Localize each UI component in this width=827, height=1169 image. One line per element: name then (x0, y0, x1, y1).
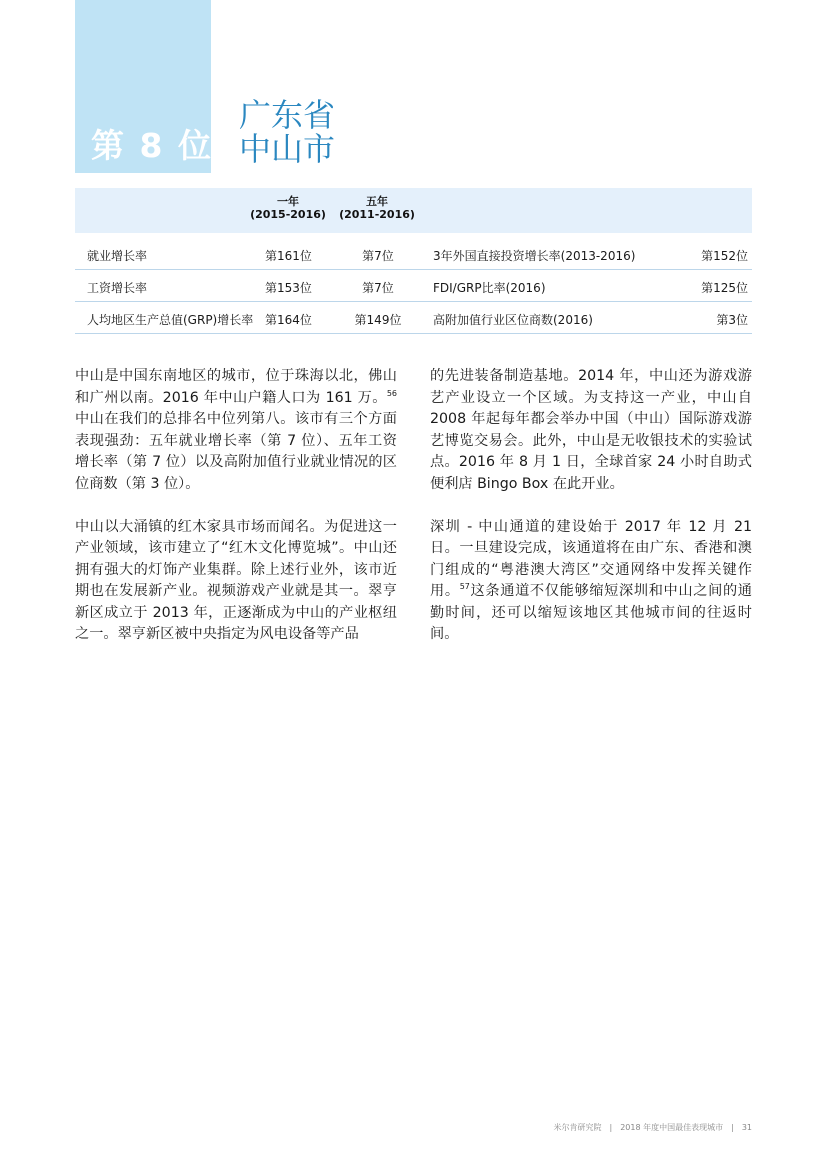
col-head-one-year-range: (2015-2016) (250, 208, 326, 221)
paragraph-text: 中山是中国东南地区的城市，位于珠海以北，佛山和广州以南。2016 年中山户籍人口为 161 万。 (75, 368, 397, 406)
city-name: 中山市 (239, 130, 336, 168)
paragraph (430, 517, 752, 646)
table-row (75, 269, 752, 302)
row-five-year-rank: 第7位 (362, 249, 394, 263)
row-secondary-rank: 第3位 (716, 313, 748, 327)
col-head-five-year (327, 195, 427, 221)
row-one-year-rank: 第153位 (265, 281, 312, 295)
body-column-left (75, 366, 397, 667)
row-label-secondary: FDI/GRP比率(2016) (433, 281, 546, 295)
page-number: 31 (741, 1123, 752, 1132)
row-secondary-rank: 第125位 (701, 281, 748, 295)
rank-banner (75, 0, 211, 173)
footer-report-title: 2018 年度中国最佳表现城市 (620, 1123, 724, 1132)
row-secondary-rank: 第152位 (701, 249, 748, 263)
row-five-year-rank: 第149位 (354, 313, 402, 327)
row-label-secondary: 高附加值行业区位商数(2016) (433, 313, 593, 327)
row-one-year-rank: 第164位 (265, 313, 312, 327)
paragraph-text: 这条通道不仅能够缩短深圳和中山之间的通勤时间，还可以缩短该地区其他城市间的往返时间。 (430, 583, 752, 642)
col-head-five-year-range: (2011-2016) (339, 208, 415, 221)
body-column-right (430, 366, 752, 667)
row-five-year-rank: 第7位 (362, 281, 394, 295)
footer-separator: | (609, 1123, 613, 1132)
paragraph: 中山以大涌镇的红木家具市场而闻名。为促进这一产业领域，该市建立了“红木文化博览城”。中山还拥有强大的灯饰产业集群。除上述行业外，该市近期也在发展新产业。视频游戏产业就是其一。翠亨新区成立于 2013 年，正逐渐成为中山的产业枢纽之一。翠亨新区被中央指定为风电设备等产品 (75, 518, 397, 642)
city-title (239, 98, 335, 166)
footnote-ref[interactable]: 57 (459, 582, 470, 591)
rank-label: 第 8 位 (91, 126, 213, 165)
province-name: 广东省 (239, 96, 336, 134)
footer-separator: | (731, 1123, 734, 1132)
row-one-year-rank: 第161位 (265, 249, 312, 263)
paragraph (75, 366, 397, 495)
stats-table-header (75, 188, 752, 233)
row-label: 人均地区生产总值(GRP)增长率 (87, 313, 254, 327)
paragraph: 的先进装备制造基地。2014 年，中山还为游戏游艺产业设立一个区域。为支持这一产业，中山自 2008 年起每年都会举办中国（中山）国际游戏游艺博览交易会。此外，中山是无收银技术的实验试点。2016 年 8 月 1 日，全球首家 24 小时自助式便利店 Bingo Box 在此开业。 (430, 368, 752, 492)
page-footer (75, 1122, 752, 1133)
col-head-one-year-label: 一年 (277, 195, 299, 208)
col-head-one-year (238, 195, 338, 221)
footnote-ref[interactable]: 56 (386, 388, 397, 398)
col-head-five-year-label: 五年 (366, 195, 388, 208)
table-row (75, 301, 752, 334)
row-label-secondary: 3年外国直接投资增长率(2013-2016) (433, 249, 636, 263)
row-label: 就业增长率 (87, 249, 148, 263)
row-label: 工资增长率 (87, 281, 148, 295)
paragraph-text: 中山在我们的总排名中位列第八。该市有三个方面表现强劲：五年就业增长率（第 7 位）、五年工资增长率（第 7 位）以及高附加值行业就业情况的区位商数（第 3 位）。 (75, 411, 397, 492)
paragraph-text: 深圳 - 中山通道的建设始于 2017 年 12 月 21 日。一旦建设完成，该通道将在由广东、香港和澳门组成的“粤港澳大湾区”交通网络中发挥关键作用。 (430, 518, 752, 599)
footer-publisher: 米尔肯研究院 (553, 1123, 602, 1132)
table-row (75, 237, 752, 270)
